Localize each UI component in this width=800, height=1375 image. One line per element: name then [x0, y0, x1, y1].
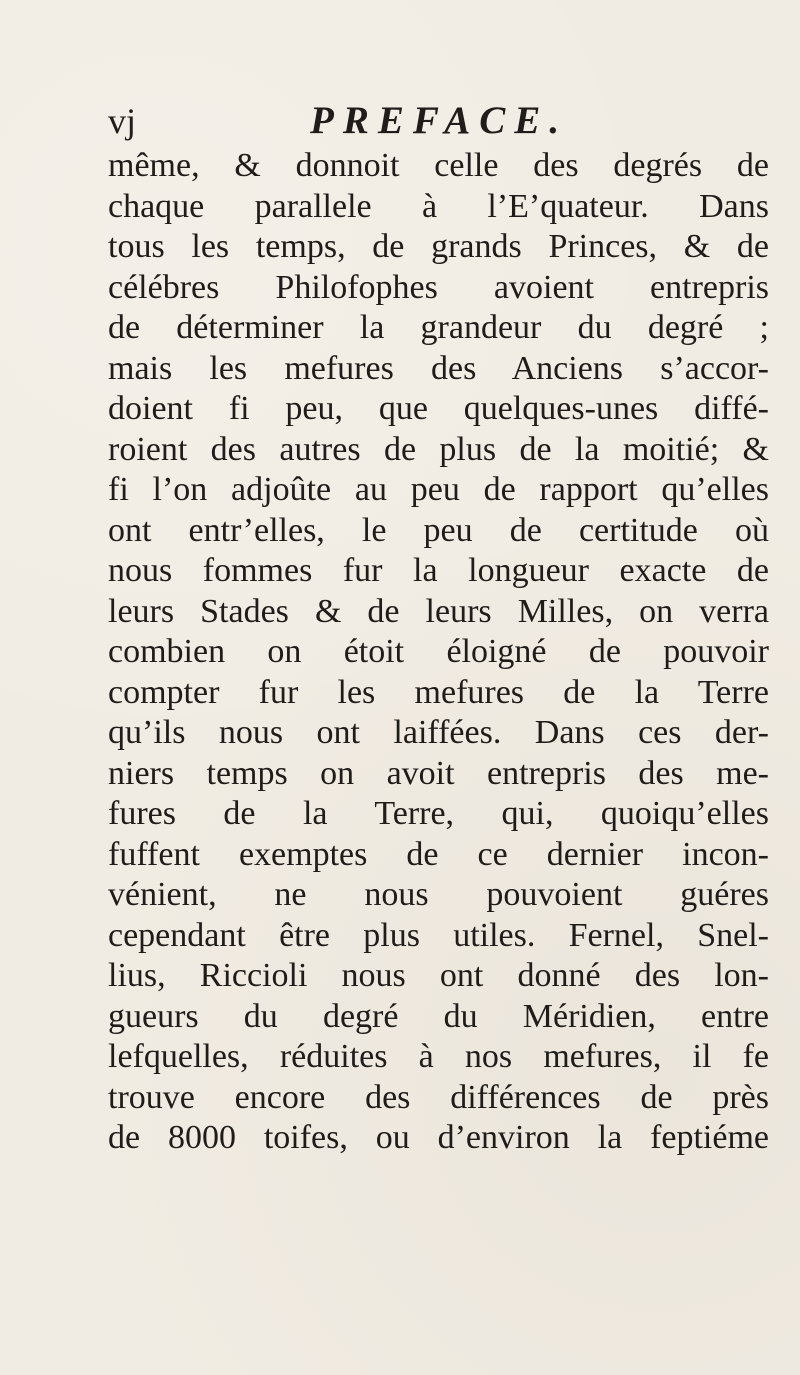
text-line: niers temps on avoit entrepris des me-: [108, 754, 769, 792]
text-line: chaque parallele à l’E’quateur. Dans: [108, 187, 769, 225]
text-line: de 8000 toifes, ou d’environ la feptiéme: [108, 1119, 769, 1156]
text-line: même, & donnoit celle des degrés de: [108, 147, 769, 184]
text-line: lius, Riccioli nous ont donné des lon-: [108, 957, 769, 994]
text-line: roient des autres de plus de la moitié; &: [108, 430, 769, 468]
text-line: ont entr’elles, le peu de certitude où: [108, 511, 769, 549]
text-line: gueurs du degré du Méridien, entre: [108, 997, 769, 1035]
page-header: [108, 101, 688, 147]
text-line: fures de la Terre, qui, quoiqu’elles: [108, 795, 769, 832]
text-line: mais les mefures des Anciens s’accor-: [108, 349, 769, 387]
text-line: doient fi peu, que quelques-unes diffé-: [108, 390, 769, 427]
running-head: PREFACE.: [310, 99, 569, 142]
text-line: qu’ils nous ont laiffées. Dans ces der-: [108, 714, 769, 751]
text-line: combien on étoit éloigné de pouvoir: [108, 633, 769, 670]
text-line: leurs Stades & de leurs Milles, on verra: [108, 592, 769, 630]
body-text: [108, 146, 769, 1159]
text-line: de déterminer la grandeur du degré ;: [108, 309, 769, 346]
page-number: vj: [108, 101, 137, 141]
text-line: célébres Philofophes avoient entrepris: [108, 268, 769, 306]
text-line: fi l’on adjoûte au peu de rapport qu’elles: [108, 471, 769, 508]
text-line: tous les temps, de grands Princes, & de: [108, 228, 769, 265]
text-line: trouve encore des différences de près: [108, 1078, 769, 1116]
text-line: fuffent exemptes de ce dernier incon-: [108, 835, 769, 873]
text-line: vénient, ne nous pouvoient guéres: [108, 876, 769, 913]
text-line: cependant être plus utiles. Fernel, Snel-: [108, 916, 769, 954]
text-line: nous fommes fur la longueur exacte de: [108, 552, 769, 589]
text-line: lefquelles, réduites à nos mefures, il fe: [108, 1038, 769, 1075]
text-line: compter fur les mefures de la Terre: [108, 673, 769, 711]
